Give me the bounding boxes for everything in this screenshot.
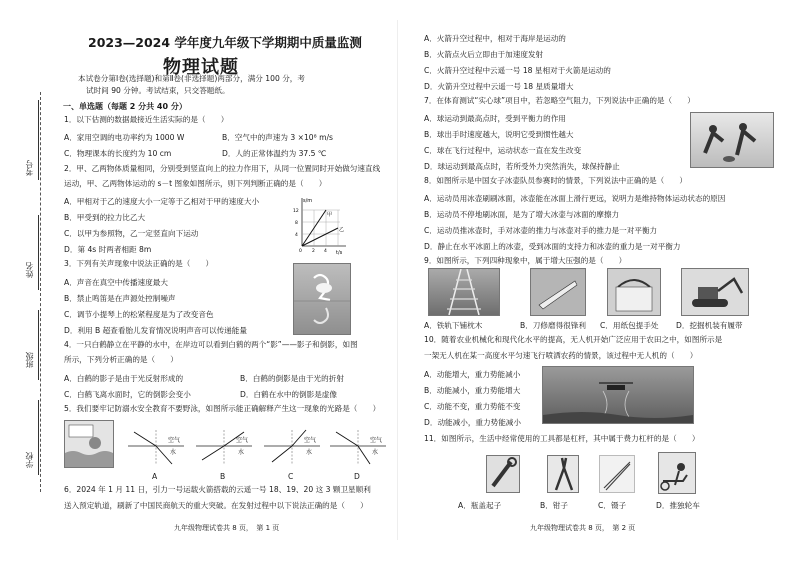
- q1-option-d: D．人的正常体温约为 37.5 ℃: [222, 149, 327, 158]
- graph-ytick-12: 12: [293, 209, 299, 214]
- footer-page-1: 九年级物理试卷共 8 页， 第 1 页: [174, 524, 280, 532]
- q2-option-a: A．甲相对于乙的速度大小一定等于乙相对于甲的速度大小: [64, 197, 260, 206]
- q3-stem: 3．下列有关声现象中说法正确的是（ ）: [64, 259, 214, 268]
- q2-option-d: D．第 4s 时两者相距 8m: [64, 245, 152, 254]
- label-exam-no: 考号: [25, 160, 34, 176]
- tweezers-photo: [599, 455, 635, 493]
- drone-icon: [543, 367, 693, 423]
- q10-option-b: B．动能减小，重力势能增大: [424, 386, 521, 395]
- heron-photo: [293, 263, 351, 335]
- q9-option-a: A．铁轨下铺枕木: [424, 321, 483, 330]
- q3-option-c: C．调节小提琴上的松紧程度是为了改变音色: [64, 310, 214, 319]
- q7-stem: 7．在体育测试“实心球”项目中，若忽略空气阻力，下列说法中正确的是（ ）: [424, 96, 695, 105]
- railway-photo: [428, 268, 500, 316]
- knife-icon: [531, 269, 585, 315]
- subject-title: 物理试题: [163, 57, 239, 78]
- graph-label-jia: 甲: [327, 212, 333, 218]
- binding-sidebar: [0, 0, 50, 561]
- wheelbarrow-photo: [658, 452, 696, 494]
- graph-xtick-4: 4: [324, 249, 327, 254]
- q2-option-b: B．甲受到的拉力比乙大: [64, 213, 146, 222]
- label-name: 姓名: [25, 262, 34, 278]
- bag-handle-icon: [608, 269, 660, 315]
- q4-option-d: D．白鹤在水中的倒影是虚像: [240, 390, 337, 399]
- graph-xtick-0: 0: [299, 249, 302, 254]
- q6-option-b: B．火箭点火后立即由于加速度发射: [424, 50, 544, 59]
- knife-sharpening-photo: [530, 268, 586, 316]
- class-blank: [38, 310, 39, 380]
- q10-line1: 10．随着农业机械化和现代化水平的提高，无人机开始广泛应用于农田之中，如图所示是: [424, 335, 723, 344]
- q6-option-a: A．火箭升空过程中，相对于海岸是运动的: [424, 34, 566, 43]
- q9-option-b: B．刀修磨得很锋利: [520, 321, 586, 330]
- school-blank: [38, 400, 39, 475]
- label-class: 班级: [25, 352, 34, 368]
- bottle-opener-icon: [487, 456, 519, 492]
- q7-option-a: A．球运动到最高点时，受到平衡力的作用: [424, 114, 566, 123]
- graph-xlabel: t/s: [336, 250, 343, 256]
- pliers-icon: [548, 456, 578, 492]
- q2-line2: 运动，甲、乙两物体运动的 s－t 图象如图所示，则下列判断正确的是（ ）: [64, 179, 327, 188]
- q8-option-a: A．运动员用冰壶刷刷冰面，冰壶能在冰面上滑行更远，说明力是维持物体运动状态的原因: [424, 194, 726, 203]
- binding-line: [40, 92, 41, 492]
- q10-line2: 一架无人机在某一高度水平匀速飞行喷洒农药的情景，该过程中无人机的（ ）: [424, 351, 698, 360]
- diagram-b-air: 空气: [236, 437, 249, 444]
- q11-option-a: A．瓶盖起子: [458, 501, 502, 510]
- graph-ytick-8: 8: [295, 221, 298, 226]
- excavator-photo: [681, 268, 749, 316]
- q3-option-d: D．利用 B 超查看胎儿发育情况说明声音可以传递能量: [64, 326, 247, 335]
- exam-note-line1: 本试卷分第Ⅰ卷(选择题)和第Ⅱ卷(非选择题)两部分，满分 100 分，考: [78, 74, 305, 83]
- q8-option-d: D．静止在水平冰面上的冰壶，受到冰面的支持力和冰壶的重力是一对平衡力: [424, 242, 681, 251]
- label-school: 学校: [25, 452, 34, 468]
- q2-st-graph: [292, 194, 348, 256]
- exam-title: 2023—2024 学年度九年级下学期期中质量监测: [88, 35, 362, 50]
- diagram-a: [128, 430, 184, 464]
- exam-no-blank: [38, 100, 39, 180]
- pliers-photo: [547, 455, 579, 493]
- q7-option-b: B．球出手时速度越大，说明它受到惯性越大: [424, 130, 574, 139]
- q4-line2: 所示，下列分析正确的是（ ）: [64, 355, 178, 364]
- diagram-d-water: 水: [372, 449, 379, 456]
- paper-handle-photo: [607, 268, 661, 316]
- swimmer-icon: [65, 421, 113, 467]
- footer-page-2: 九年级物理试卷共 8 页， 第 2 页: [530, 524, 636, 532]
- q1-option-a: A．家用空调的电功率约为 1000 W: [64, 133, 185, 142]
- graph-ytick-4: 4: [295, 233, 298, 238]
- q2-line1: 2．甲、乙两物体质量相同，分别受到竖直向上的拉力作用下，从同一位置同时开始做匀速直线: [64, 164, 381, 173]
- q11-option-c: C．镊子: [598, 501, 627, 510]
- diagram-b: [196, 430, 252, 464]
- q5-light-path-diagrams: [124, 426, 388, 470]
- q7-option-d: D．球运动到最高点时，若所受外力突然消失，球保持静止: [424, 162, 620, 171]
- q6-option-c: C．火箭升空过程中云遥一号 18 星相对于火箭是运动的: [424, 66, 611, 75]
- q9-option-d: D．挖掘机装有履带: [676, 321, 743, 330]
- q4-line1: 4．一只白鹤静立在平静的水中，在岸边可以看到白鹤的两个“影”——影子和倒影，如图: [64, 340, 358, 349]
- q7-option-c: C．球在飞行过程中，运动状态一直在发生改变: [424, 146, 582, 155]
- graph-label-yi: 乙: [339, 227, 345, 233]
- q4-option-b: B．白鹤的倒影是由于光的折射: [240, 374, 344, 383]
- q6-line1: 6．2024 年 1 月 11 日，引力一号运载火箭搭载的云遥一号 18、19、20 这 3 颗卫星顺利: [64, 485, 371, 494]
- q5-option-a: A: [152, 472, 158, 481]
- name-blank: [38, 215, 39, 290]
- section1-heading: 一、单选题（每题 2 分共 40 分）: [63, 102, 187, 111]
- q11-option-b: B．钳子: [540, 501, 568, 510]
- diagram-d: [330, 430, 386, 464]
- q1-option-b: B．空气中的声速为 3 ×10⁸ m/s: [222, 133, 334, 142]
- tweezers-icon: [600, 456, 634, 492]
- q4-option-c: C．白鹤飞离水面时，它的倒影会变小: [64, 390, 191, 399]
- excavator-icon: [682, 269, 748, 315]
- q11-option-d: D．推独轮车: [656, 501, 700, 510]
- diagram-b-water: 水: [238, 449, 245, 456]
- q4-option-a: A．白鹤的影子是由于光反射形成的: [64, 374, 184, 383]
- graph-ylabel: s/m: [303, 198, 313, 204]
- drone-field-photo: [542, 366, 694, 424]
- q10-option-d: D．动能减小，重力势能减小: [424, 418, 521, 427]
- q9-option-c: C．用纸包提手处: [600, 321, 659, 330]
- diagram-d-air: 空气: [370, 437, 383, 444]
- exam-note-line2: 试时间 90 分钟。考试结束，只交答题纸。: [86, 86, 230, 95]
- q1-option-c: C．物理课本的长度约为 10 cm: [64, 149, 172, 158]
- q8-option-b: B．运动员不停地刷冰面，是为了增大冰壶与冰面的摩擦力: [424, 210, 620, 219]
- railway-track-icon: [429, 269, 499, 315]
- diagram-a-water: 水: [170, 449, 177, 456]
- heron-icon: [294, 264, 350, 334]
- q11-stem: 11．如图所示，生活中经常使用的工具都是杠杆，其中属于费力杠杆的是（ ）: [424, 434, 700, 443]
- q10-option-c: C．动能不变，重力势能不变: [424, 402, 521, 411]
- curling-photo: [690, 112, 774, 168]
- q5-option-b: B: [220, 472, 226, 481]
- diagram-c-air: 空气: [304, 437, 317, 444]
- q5-option-d: D: [354, 472, 360, 481]
- q10-option-a: A．动能增大，重力势能减小: [424, 370, 521, 379]
- q8-option-c: C．运动员推冰壶时，手对冰壶的推力与冰壶对手的推力是一对平衡力: [424, 226, 658, 235]
- diagram-c-water: 水: [306, 449, 313, 456]
- q6-option-d: D．火箭升空过程中云遥一号 18 星质量增大: [424, 82, 574, 91]
- q6-line2: 送入预定轨道，刷新了中国民商航天的重大突破。在发射过程中以下说法正确的是（ ）: [64, 501, 368, 510]
- q5-option-c: C: [288, 472, 294, 481]
- q3-option-a: A．声音在真空中传播速度最大: [64, 278, 168, 287]
- diagram-a-air: 空气: [168, 437, 181, 444]
- diagram-c: [264, 430, 320, 464]
- q9-stem: 9．如图所示，下列四种现象中，属于增大压强的是（ ）: [424, 256, 627, 265]
- curling-players-icon: [691, 113, 773, 167]
- q1-stem: 1．以下估测的数据最接近生活实际的是（ ）: [64, 115, 229, 124]
- q5-cartoon-image: [64, 420, 114, 468]
- q8-stem: 8．如图所示是中国女子冰壶队员参赛时的情景，下列说法中正确的是（ ）: [424, 176, 688, 185]
- q5-stem: 5．我们要牢记防溺水安全教育不要野泳，如图所示能正确解释产生这一现象的光路是（ ）: [64, 404, 381, 413]
- q2-option-c: C．以甲为参照物，乙一定竖直向下运动: [64, 229, 199, 238]
- bottle-opener-photo: [486, 455, 520, 493]
- page-divider: [397, 20, 398, 540]
- q3-option-b: B．禁止鸣笛是在声源处控制噪声: [64, 294, 176, 303]
- graph-xtick-2: 2: [312, 249, 315, 254]
- wheelbarrow-icon: [659, 453, 695, 493]
